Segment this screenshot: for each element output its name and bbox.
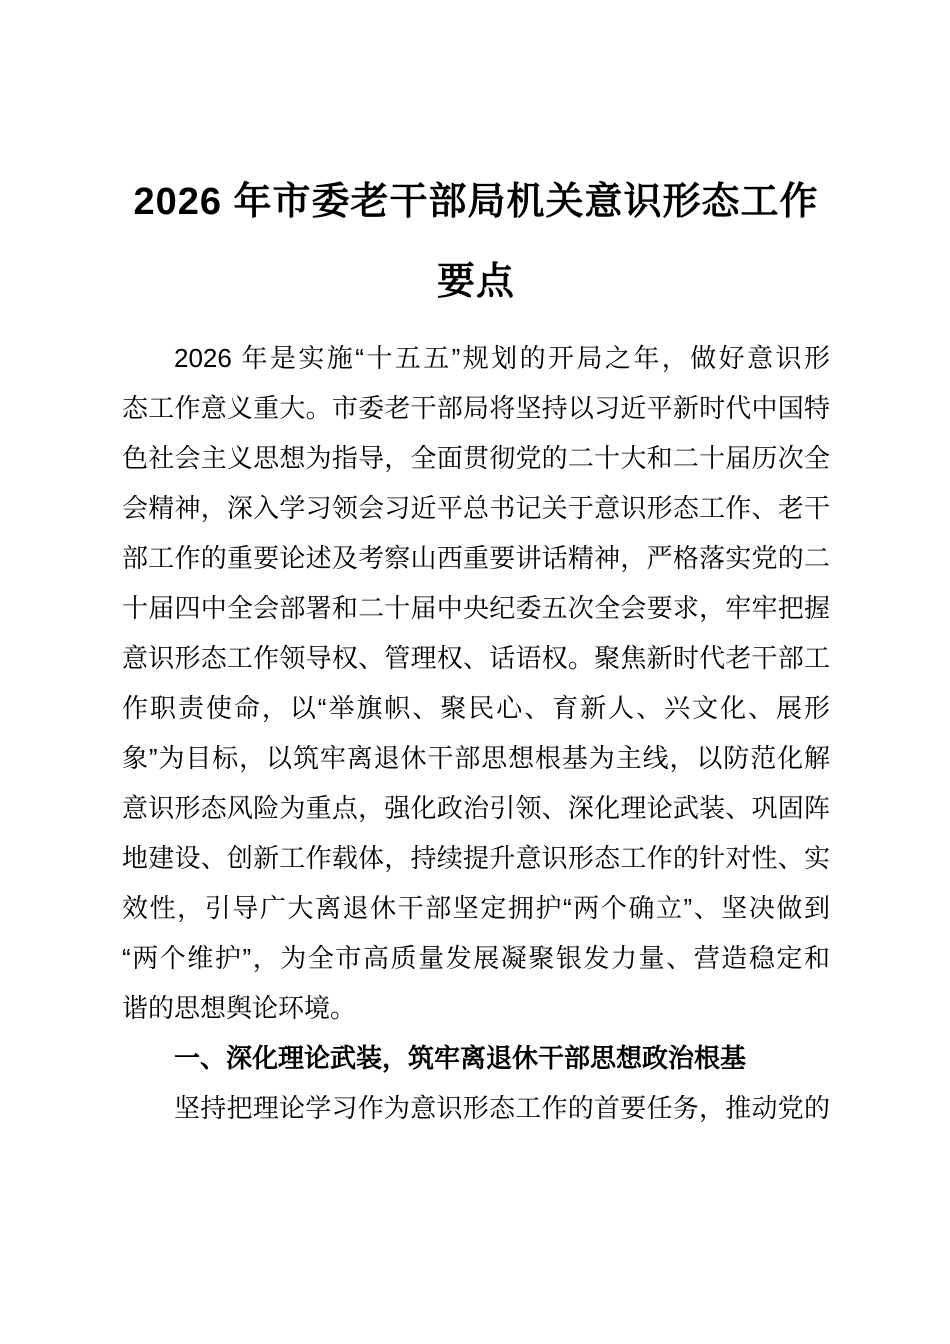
body-line: 会精神，深入学习领会习近平总书记关于意识形态工作、老干 bbox=[122, 493, 830, 523]
title-line-2: 要点 bbox=[436, 261, 515, 303]
section-heading: 一、深化理论武装，筑牢离退休干部思想政治根基 bbox=[174, 1043, 747, 1073]
body-line: 十届四中全会部署和二十届中央纪委五次全会要求，牢牢把握 bbox=[122, 593, 830, 623]
body-line: 谐的思想舆论环境。 bbox=[122, 993, 357, 1023]
body-line: 色社会主义思想为指导，全面贯彻党的二十大和二十届历次全 bbox=[122, 443, 830, 473]
body-line: 作职责使命，以“举旗帜、聚民心、育新人、兴文化、展形 bbox=[122, 693, 830, 723]
document-title bbox=[122, 162, 830, 322]
body-line: 意识形态工作领导权、管理权、话语权。聚焦新时代老干部工 bbox=[122, 643, 830, 673]
body-line: 意识形态风险为重点，强化政治引领、深化理论武装、巩固阵 bbox=[122, 793, 830, 823]
body-line: 地建设、创新工作载体，持续提升意识形态工作的针对性、实 bbox=[122, 843, 830, 873]
body-line: 态工作意义重大。市委老干部局将坚持以习近平新时代中国特 bbox=[122, 393, 830, 423]
document-body bbox=[122, 333, 830, 1133]
body-line: 坚持把理论学习作为意识形态工作的首要任务，推动党的 bbox=[174, 1093, 830, 1123]
body-line: “两个维护”，为全市高质量发展凝聚银发力量、营造稳定和 bbox=[122, 943, 830, 973]
body-line: 2026 年是实施“十五五”规划的开局之年，做好意识形 bbox=[174, 343, 830, 373]
body-line: 部工作的重要论述及考察山西重要讲话精神，严格落实党的二 bbox=[122, 543, 830, 573]
body-line: 象”为目标，以筑牢离退休干部思想根基为主线，以防范化解 bbox=[122, 743, 830, 773]
title-line-1: 2026 年市委老干部局机关意识形态工作 bbox=[133, 181, 819, 223]
body-line: 效性，引导广大离退休干部坚定拥护“两个确立”、坚决做到 bbox=[122, 893, 830, 923]
